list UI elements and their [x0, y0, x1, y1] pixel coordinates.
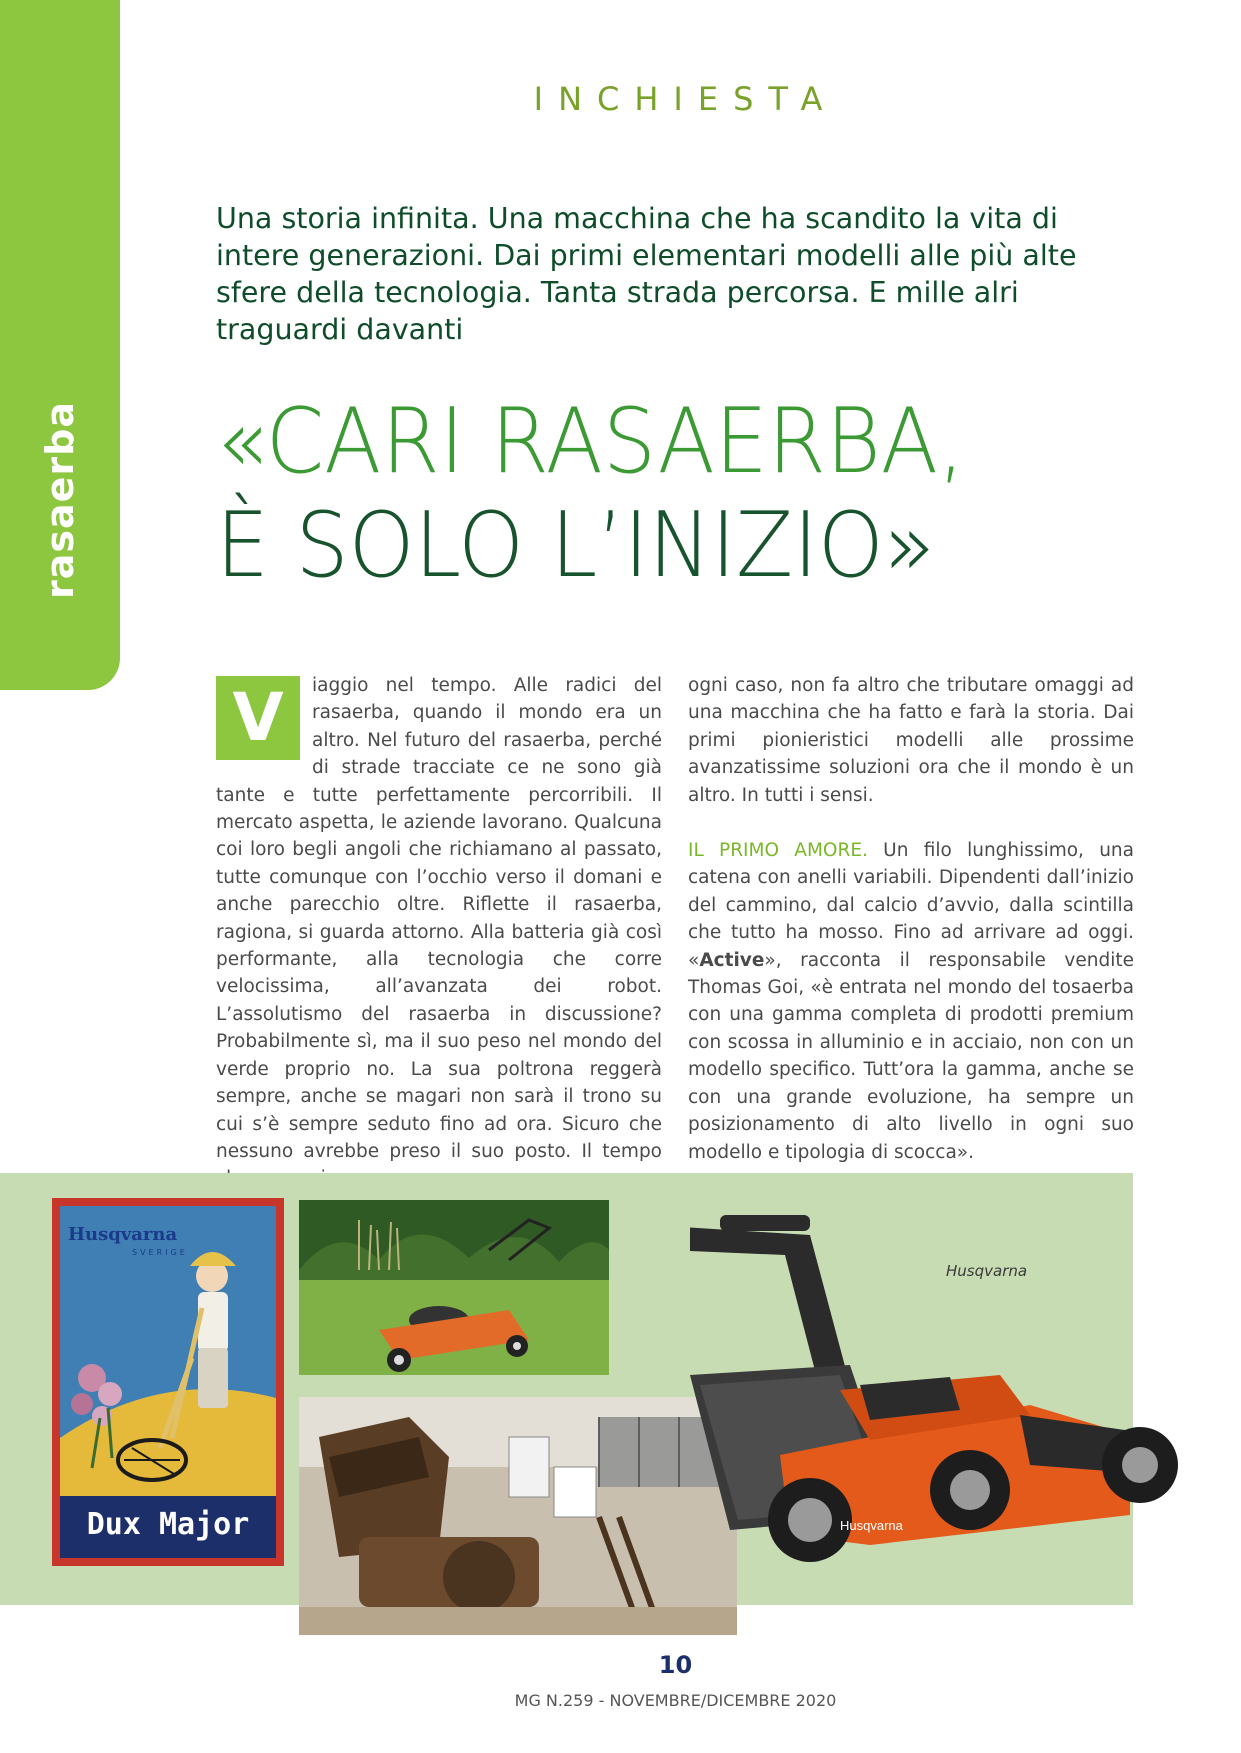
garden-photo-art	[299, 1200, 609, 1375]
article-text-right-2b: », racconta il responsabile vendite Thomas Goi, «è entrata nel mondo del tosaerba con una gamma completa di prodotti premium con scossa in alluminio e in acciaio, non con un modello specifico. Tutt’ora la gamma, anche se con una grande evoluzione, ha sempre un posizionamento di alto livello in ogni suo modello e tipologia di scocca».	[688, 949, 1134, 1163]
issue-info: MG N.259 - NOVEMBRE/DICEMBRE 2020	[514, 1691, 837, 1710]
page-number: 10	[658, 1651, 693, 1679]
poster-title: Dux Major	[86, 1507, 250, 1542]
vintage-poster-image	[52, 1198, 284, 1566]
headline	[216, 390, 1021, 598]
poster-brand: Husqvarna	[68, 1224, 178, 1245]
headline-line-1: «CARI RASAERBA,	[216, 389, 965, 494]
museum-photo-art	[299, 1397, 737, 1635]
mower-brand: Husqvarna	[840, 1518, 903, 1533]
headline-line-2: È SOLO L’INIZIO»	[216, 493, 935, 598]
drop-cap: V	[216, 676, 300, 760]
article-column-right	[688, 672, 1134, 1166]
article-text-right-2a: Un filo lunghissimo, una catena con anelli variabili. Dipendenti dall’inizio del cammino, dal calcio d’avvio, dalla scintilla che tutto ha mosso. Fino ad arrivare ad oggi. «	[688, 840, 1134, 971]
brand-active: Active	[699, 949, 765, 971]
subheading: IL PRIMO AMORE.	[688, 840, 868, 862]
photo-caption: Husqvarna	[946, 1262, 1028, 1280]
section-tab-label: rasaerba	[38, 401, 82, 599]
section-label: INCHIESTA	[533, 80, 838, 118]
standfirst: Una storia infinita. Una macchina che ha scandito la vita di intere generazioni. Dai primi elementari modelli alle più alte sfere della tecnologia. Tanta strada percorsa. E mille alri traguardi davanti	[216, 202, 1077, 346]
article-column-left	[216, 672, 662, 1193]
poster-small-text: SVERIGE	[132, 1248, 188, 1257]
garden-mower-photo	[299, 1200, 609, 1375]
article-text-left: iaggio nel tempo. Alle radici del rasaerba, quando il mondo era un altro. Nel futuro del rasaerba, perché di strade tracciate ce ne sono già tante e tutte perfettamente percorribili. Il mercato aspetta, le aziende lavorano. Qualcuna coi loro begli angoli che richiamano al passato, tutte comunque con l’occhio verso il domani e anche parecchio oltre. Riflette il rasaerba, ragiona, si guarda attorno. Alla batteria già così performante, alla tecnologia che corre velocissima, all’avanzata dei robot. L’assolutismo del rasaerba in discussione? Probabilmente sì, ma il suo peso nel mondo del verde proprio no. La sua poltrona reggerà sempre, anche se magari non sarà il trono su cui s’è sempre seduto fino ad ora. Sicuro che nessuno avrebbe preso il suo posto. Il tempo	[216, 675, 662, 1162]
article-paragraph-2	[688, 837, 1134, 1166]
museum-mower-photo	[299, 1397, 737, 1635]
article-text-right-1: ogni caso, non fa altro che tributare omaggi ad una macchina che ha fatto e farà la storia. Dai primi pionieristici modelli alle prossime avanzatissime soluzioni ora che il mondo è un altro. In tutti i sensi.	[688, 675, 1134, 806]
